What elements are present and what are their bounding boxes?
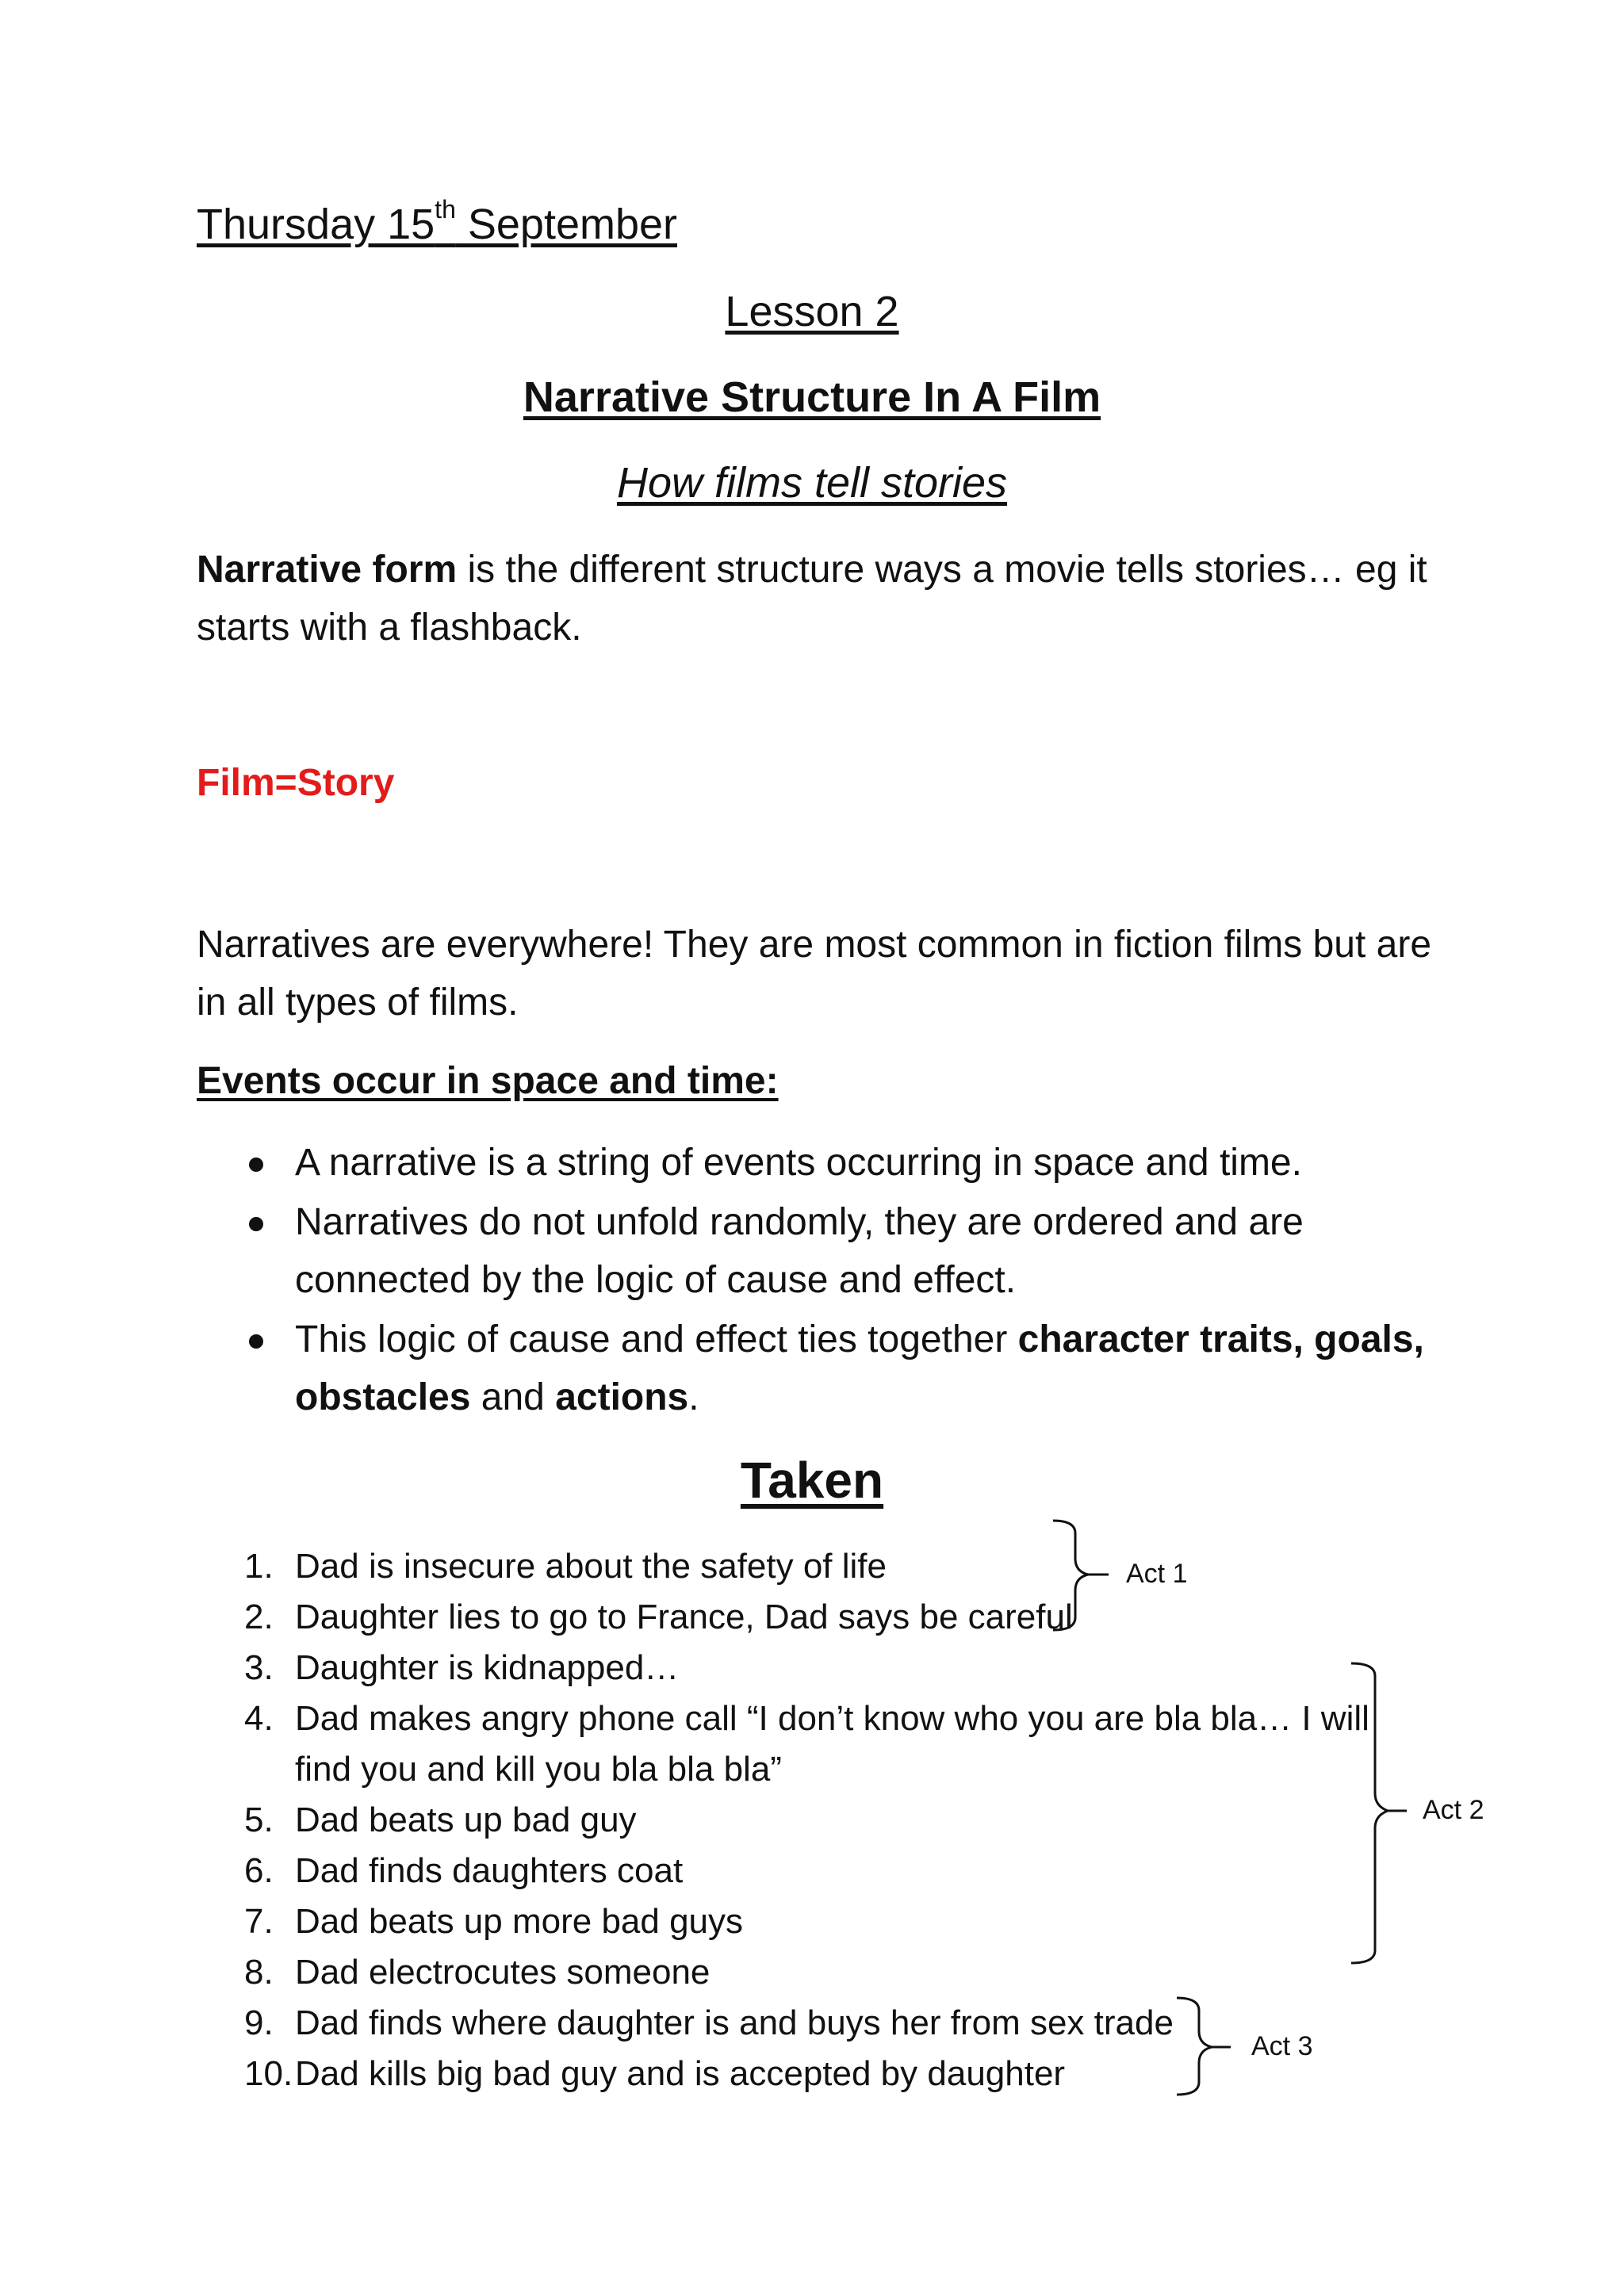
bullet-item: Narratives do not unfold randomly, they are ordered and are connected by the logic of cause and effect. [197,1193,1434,1309]
list-item: 1. Dad is insecure about the safety of life [244,1547,887,1586]
page-title: Narrative Structure In A Film [523,373,1101,421]
date-ordinal: th [435,195,456,224]
intro-paragraph: Narrative form is the different structure ways a movie tells stories… eg it starts with a flashback. [197,549,1427,649]
list-item: 4. Dad makes angry phone call “I don’t know who you are bla bla… I will find you and kill you bla bla bla” [244,1699,1369,1789]
events-heading: Events occur in space and time: [197,1060,779,1102]
taken-heading: Taken [740,1452,884,1509]
act3-label: Act 3 [1251,2031,1313,2061]
list-item: 6. Dad finds daughters coat [244,1851,684,1890]
list-item: 2. Daughter lies to go to France, Dad says be careful [244,1598,1073,1636]
list-item: 7. Dad beats up more bad guys [244,1902,744,1941]
bullet-item: This logic of cause and effect ties together character traits, goals, obstacles and actions. [197,1311,1434,1426]
list-item: 3. Daughter is kidnapped… [244,1648,680,1687]
list-item: 10. Dad kills big bad guy and is accepted by daughter [244,2054,1066,2093]
act1-label: Act 1 [1126,1559,1188,1589]
bullet-item: A narrative is a string of events occurring in space and time. [197,1134,1434,1192]
list-item: 9. Dad finds where daughter is and buys her from sex trade [244,2003,1174,2042]
page-subtitle: How films tell stories [616,459,1008,507]
act2-bracket [1351,1663,1388,1963]
lesson-heading: Lesson 2 [725,288,899,335]
date-heading: Thursday 15th September [197,195,678,248]
act1-bracket [1053,1521,1088,1630]
narratives-paragraph: Narratives are everywhere! They are most common in fiction films but are in all types of films. [197,924,1432,1024]
act3-bracket [1177,1998,1212,2095]
list-item: 8. Dad electrocutes someone [244,1953,710,1992]
list-item: 5. Dad beats up bad guy [244,1800,637,1839]
act2-label: Act 2 [1423,1795,1484,1825]
film-story-label: Film=Story [197,762,395,804]
